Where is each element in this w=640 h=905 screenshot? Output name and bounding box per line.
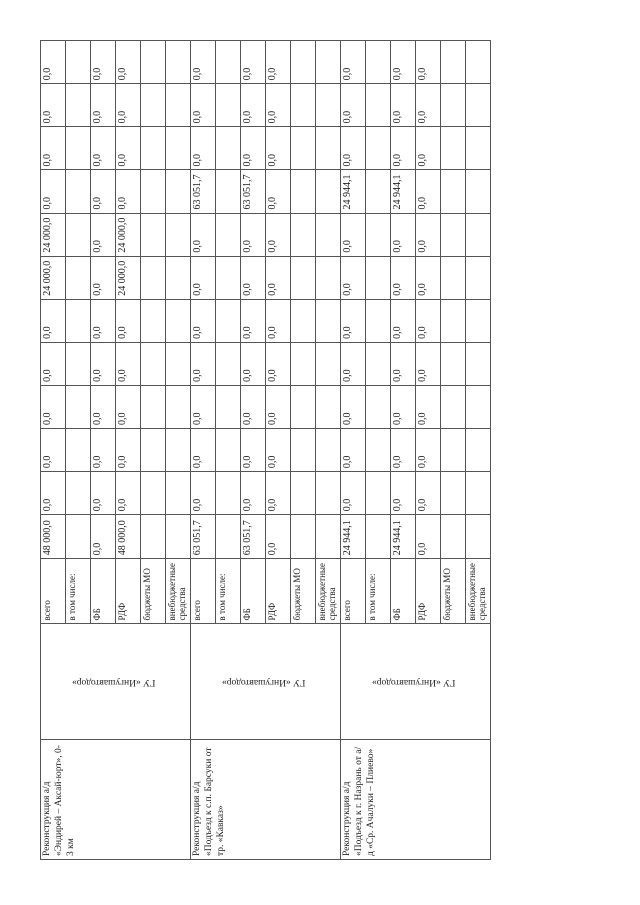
value-cell <box>366 385 391 428</box>
value-cell <box>141 170 166 213</box>
value-cell: 0,0 <box>341 472 366 515</box>
value-cell <box>466 213 491 256</box>
value-cell: 0,0 <box>241 385 266 428</box>
value-cell: 0,0 <box>41 429 66 472</box>
value-cell <box>166 429 191 472</box>
value-cell: 0,0 <box>91 213 116 256</box>
value-cell: 0,0 <box>391 385 416 428</box>
value-cell <box>66 342 91 385</box>
value-cell: 0,0 <box>266 429 291 472</box>
value-cell: 0,0 <box>116 385 141 428</box>
value-cell: 24 944,1 <box>341 515 366 559</box>
value-cell: 0,0 <box>241 213 266 256</box>
value-cell <box>441 41 466 84</box>
value-cell: 63 051,7 <box>241 515 266 559</box>
value-cell: 24 944,1 <box>341 170 366 213</box>
value-cell: 0,0 <box>391 256 416 299</box>
table-row <box>191 41 216 860</box>
value-cell <box>141 342 166 385</box>
value-cell: 0,0 <box>391 84 416 127</box>
value-cell <box>291 256 316 299</box>
agency-cell <box>191 624 341 739</box>
value-cell <box>66 385 91 428</box>
value-cell: 0,0 <box>191 127 216 170</box>
value-cell <box>316 170 341 213</box>
value-cell: 0,0 <box>416 299 441 342</box>
value-cell: 0,0 <box>241 299 266 342</box>
value-cell <box>441 429 466 472</box>
value-cell: 24 944,1 <box>391 515 416 559</box>
value-cell <box>216 213 241 256</box>
value-cell: 0,0 <box>391 342 416 385</box>
value-cell: 0,0 <box>41 472 66 515</box>
funding-source-label: ФБ <box>391 559 416 624</box>
value-cell: 0,0 <box>416 127 441 170</box>
value-cell <box>441 342 466 385</box>
funding-source-label: всего <box>191 559 216 624</box>
value-cell: 0,0 <box>341 127 366 170</box>
value-cell <box>141 213 166 256</box>
value-cell: 0,0 <box>91 472 116 515</box>
value-cell <box>316 342 341 385</box>
value-cell: 0,0 <box>416 170 441 213</box>
value-cell <box>66 213 91 256</box>
value-cell <box>466 472 491 515</box>
value-cell <box>216 299 241 342</box>
funding-source-label: бюджеты МО <box>141 559 166 624</box>
funding-source-label: внебюджетные средства <box>466 559 491 624</box>
value-cell: 0,0 <box>91 342 116 385</box>
value-cell: 0,0 <box>266 213 291 256</box>
value-cell: 0,0 <box>341 256 366 299</box>
value-cell: 0,0 <box>241 342 266 385</box>
value-cell: 0,0 <box>416 472 441 515</box>
value-cell: 0,0 <box>191 385 216 428</box>
value-cell: 0,0 <box>91 127 116 170</box>
value-cell: 0,0 <box>41 299 66 342</box>
value-cell <box>466 515 491 559</box>
value-cell <box>66 256 91 299</box>
value-cell: 0,0 <box>191 84 216 127</box>
value-cell: 0,0 <box>341 213 366 256</box>
value-cell <box>216 515 241 559</box>
value-cell: 0,0 <box>91 256 116 299</box>
value-cell <box>216 170 241 213</box>
value-cell <box>216 385 241 428</box>
value-cell <box>316 429 341 472</box>
value-cell: 0,0 <box>241 472 266 515</box>
rotated-budget-table <box>40 40 560 860</box>
value-cell: 48 000,0 <box>116 515 141 559</box>
value-cell: 0,0 <box>341 41 366 84</box>
funding-source-label: ФБ <box>91 559 116 624</box>
value-cell: 0,0 <box>91 515 116 559</box>
funding-source-label: внебюджетные средства <box>166 559 191 624</box>
agency-label: ГУ «Ингушавтодор» <box>72 676 156 687</box>
value-cell: 63 051,7 <box>191 515 216 559</box>
value-cell: 0,0 <box>241 41 266 84</box>
value-cell: 0,0 <box>266 515 291 559</box>
value-cell <box>366 256 391 299</box>
value-cell <box>441 472 466 515</box>
value-cell: 0,0 <box>241 84 266 127</box>
value-cell <box>466 170 491 213</box>
value-cell: 0,0 <box>116 84 141 127</box>
value-cell <box>291 170 316 213</box>
value-cell: 0,0 <box>266 127 291 170</box>
value-cell: 0,0 <box>116 41 141 84</box>
value-cell <box>316 256 341 299</box>
value-cell: 0,0 <box>416 342 441 385</box>
value-cell: 0,0 <box>341 429 366 472</box>
value-cell <box>466 256 491 299</box>
value-cell: 0,0 <box>91 170 116 213</box>
value-cell: 0,0 <box>41 84 66 127</box>
value-cell: 24 944,1 <box>391 170 416 213</box>
value-cell <box>316 213 341 256</box>
value-cell <box>316 472 341 515</box>
value-cell <box>66 515 91 559</box>
value-cell <box>291 515 316 559</box>
value-cell <box>441 515 466 559</box>
value-cell <box>441 84 466 127</box>
funding-source-label: в том числе: <box>216 559 241 624</box>
funding-source-label: в том числе: <box>366 559 391 624</box>
value-cell <box>291 472 316 515</box>
value-cell: 0,0 <box>191 342 216 385</box>
value-cell: 0,0 <box>391 472 416 515</box>
table-row <box>41 41 66 860</box>
table-row <box>341 41 366 860</box>
value-cell <box>291 127 316 170</box>
value-cell: 0,0 <box>241 256 266 299</box>
value-cell: 0,0 <box>191 429 216 472</box>
value-cell <box>166 84 191 127</box>
value-cell <box>291 41 316 84</box>
value-cell <box>166 472 191 515</box>
value-cell <box>141 41 166 84</box>
project-name-cell: Реконструкция а/д «Подъезд к г. Назрань от а/д «Ср. Ачалуки – Плиево» <box>341 739 491 859</box>
value-cell <box>216 84 241 127</box>
value-cell: 63 051,7 <box>241 170 266 213</box>
agency-label: ГУ «Ингушавтодор» <box>372 676 456 687</box>
value-cell <box>466 385 491 428</box>
value-cell: 0,0 <box>416 256 441 299</box>
value-cell: 63 051,7 <box>191 170 216 213</box>
value-cell: 0,0 <box>116 127 141 170</box>
funding-source-label: РДФ <box>116 559 141 624</box>
value-cell <box>66 472 91 515</box>
value-cell: 0,0 <box>266 385 291 428</box>
value-cell <box>291 342 316 385</box>
value-cell <box>366 41 391 84</box>
value-cell: 0,0 <box>266 256 291 299</box>
value-cell: 0,0 <box>116 429 141 472</box>
value-cell: 0,0 <box>191 299 216 342</box>
value-cell <box>291 385 316 428</box>
value-cell: 0,0 <box>241 127 266 170</box>
value-cell <box>291 299 316 342</box>
value-cell <box>316 515 341 559</box>
budget-table <box>40 40 491 860</box>
value-cell <box>166 213 191 256</box>
value-cell: 0,0 <box>266 342 291 385</box>
value-cell <box>66 299 91 342</box>
funding-source-label: РДФ <box>416 559 441 624</box>
value-cell: 24 000,0 <box>41 256 66 299</box>
value-cell <box>166 342 191 385</box>
value-cell <box>166 299 191 342</box>
value-cell <box>66 429 91 472</box>
agency-label: ГУ «Ингушавтодор» <box>222 676 306 687</box>
value-cell <box>166 515 191 559</box>
value-cell: 0,0 <box>266 170 291 213</box>
value-cell: 0,0 <box>116 472 141 515</box>
value-cell <box>466 429 491 472</box>
value-cell: 0,0 <box>391 41 416 84</box>
value-cell: 0,0 <box>266 299 291 342</box>
value-cell <box>466 299 491 342</box>
value-cell: 0,0 <box>341 299 366 342</box>
value-cell: 24 000,0 <box>116 256 141 299</box>
value-cell: 0,0 <box>241 429 266 472</box>
value-cell <box>66 170 91 213</box>
value-cell <box>316 385 341 428</box>
value-cell: 48 000,0 <box>41 515 66 559</box>
value-cell <box>166 385 191 428</box>
value-cell <box>166 170 191 213</box>
funding-source-label: бюджеты МО <box>291 559 316 624</box>
funding-source-label: бюджеты МО <box>441 559 466 624</box>
value-cell <box>141 429 166 472</box>
value-cell <box>141 385 166 428</box>
value-cell: 0,0 <box>416 213 441 256</box>
value-cell <box>366 213 391 256</box>
value-cell: 0,0 <box>41 41 66 84</box>
value-cell: 0,0 <box>416 41 441 84</box>
value-cell <box>466 84 491 127</box>
value-cell <box>441 299 466 342</box>
value-cell: 0,0 <box>391 429 416 472</box>
value-cell: 0,0 <box>191 256 216 299</box>
table-body <box>41 41 491 860</box>
value-cell <box>66 127 91 170</box>
value-cell <box>466 41 491 84</box>
agency-cell <box>341 624 491 739</box>
value-cell <box>141 299 166 342</box>
value-cell <box>66 41 91 84</box>
value-cell: 0,0 <box>116 342 141 385</box>
value-cell <box>441 213 466 256</box>
value-cell <box>141 256 166 299</box>
value-cell: 0,0 <box>416 385 441 428</box>
value-cell: 0,0 <box>391 127 416 170</box>
value-cell: 24 000,0 <box>41 213 66 256</box>
value-cell: 0,0 <box>41 170 66 213</box>
value-cell: 0,0 <box>341 342 366 385</box>
value-cell <box>366 472 391 515</box>
value-cell <box>366 170 391 213</box>
value-cell <box>441 170 466 213</box>
value-cell: 0,0 <box>91 429 116 472</box>
value-cell: 0,0 <box>391 213 416 256</box>
value-cell <box>141 127 166 170</box>
value-cell: 0,0 <box>191 41 216 84</box>
value-cell: 0,0 <box>41 127 66 170</box>
value-cell <box>366 127 391 170</box>
value-cell <box>66 84 91 127</box>
value-cell: 0,0 <box>266 41 291 84</box>
value-cell <box>316 299 341 342</box>
value-cell: 0,0 <box>91 299 116 342</box>
value-cell: 0,0 <box>266 472 291 515</box>
value-cell <box>466 342 491 385</box>
value-cell <box>291 213 316 256</box>
value-cell: 0,0 <box>416 515 441 559</box>
value-cell <box>216 472 241 515</box>
value-cell <box>466 127 491 170</box>
value-cell <box>166 127 191 170</box>
value-cell <box>216 127 241 170</box>
value-cell <box>141 472 166 515</box>
value-cell <box>216 429 241 472</box>
value-cell <box>316 84 341 127</box>
funding-source-label: в том числе: <box>66 559 91 624</box>
value-cell: 0,0 <box>41 342 66 385</box>
value-cell <box>141 515 166 559</box>
value-cell <box>166 256 191 299</box>
funding-source-label: всего <box>341 559 366 624</box>
value-cell: 0,0 <box>416 429 441 472</box>
value-cell: 0,0 <box>191 472 216 515</box>
value-cell <box>216 342 241 385</box>
value-cell <box>316 127 341 170</box>
value-cell <box>441 127 466 170</box>
value-cell <box>441 385 466 428</box>
value-cell: 0,0 <box>91 41 116 84</box>
value-cell: 0,0 <box>341 84 366 127</box>
value-cell <box>316 41 341 84</box>
funding-source-label: РДФ <box>266 559 291 624</box>
value-cell <box>366 84 391 127</box>
value-cell <box>166 41 191 84</box>
value-cell <box>366 299 391 342</box>
funding-source-label: внебюджетные средства <box>316 559 341 624</box>
value-cell <box>366 429 391 472</box>
value-cell <box>291 429 316 472</box>
value-cell <box>291 84 316 127</box>
value-cell <box>441 256 466 299</box>
value-cell: 0,0 <box>116 170 141 213</box>
value-cell: 0,0 <box>91 84 116 127</box>
value-cell: 0,0 <box>91 385 116 428</box>
value-cell: 0,0 <box>191 213 216 256</box>
value-cell: 0,0 <box>266 84 291 127</box>
value-cell: 0,0 <box>341 385 366 428</box>
agency-cell <box>41 624 191 739</box>
value-cell <box>366 342 391 385</box>
project-name-cell: Реконструкция а/д «Подъезд к с.п. Барсуки от тр. «Кавказ» <box>191 739 341 859</box>
value-cell <box>216 256 241 299</box>
value-cell: 0,0 <box>41 385 66 428</box>
value-cell: 24 000,0 <box>116 213 141 256</box>
value-cell <box>366 515 391 559</box>
project-name-cell: Реконструкция а/д «Эндирей – Аксай-юрт», 0-3 км <box>41 739 191 859</box>
value-cell: 0,0 <box>416 84 441 127</box>
value-cell: 0,0 <box>116 299 141 342</box>
funding-source-label: всего <box>41 559 66 624</box>
value-cell <box>141 84 166 127</box>
value-cell <box>216 41 241 84</box>
value-cell: 0,0 <box>391 299 416 342</box>
funding-source-label: ФБ <box>241 559 266 624</box>
